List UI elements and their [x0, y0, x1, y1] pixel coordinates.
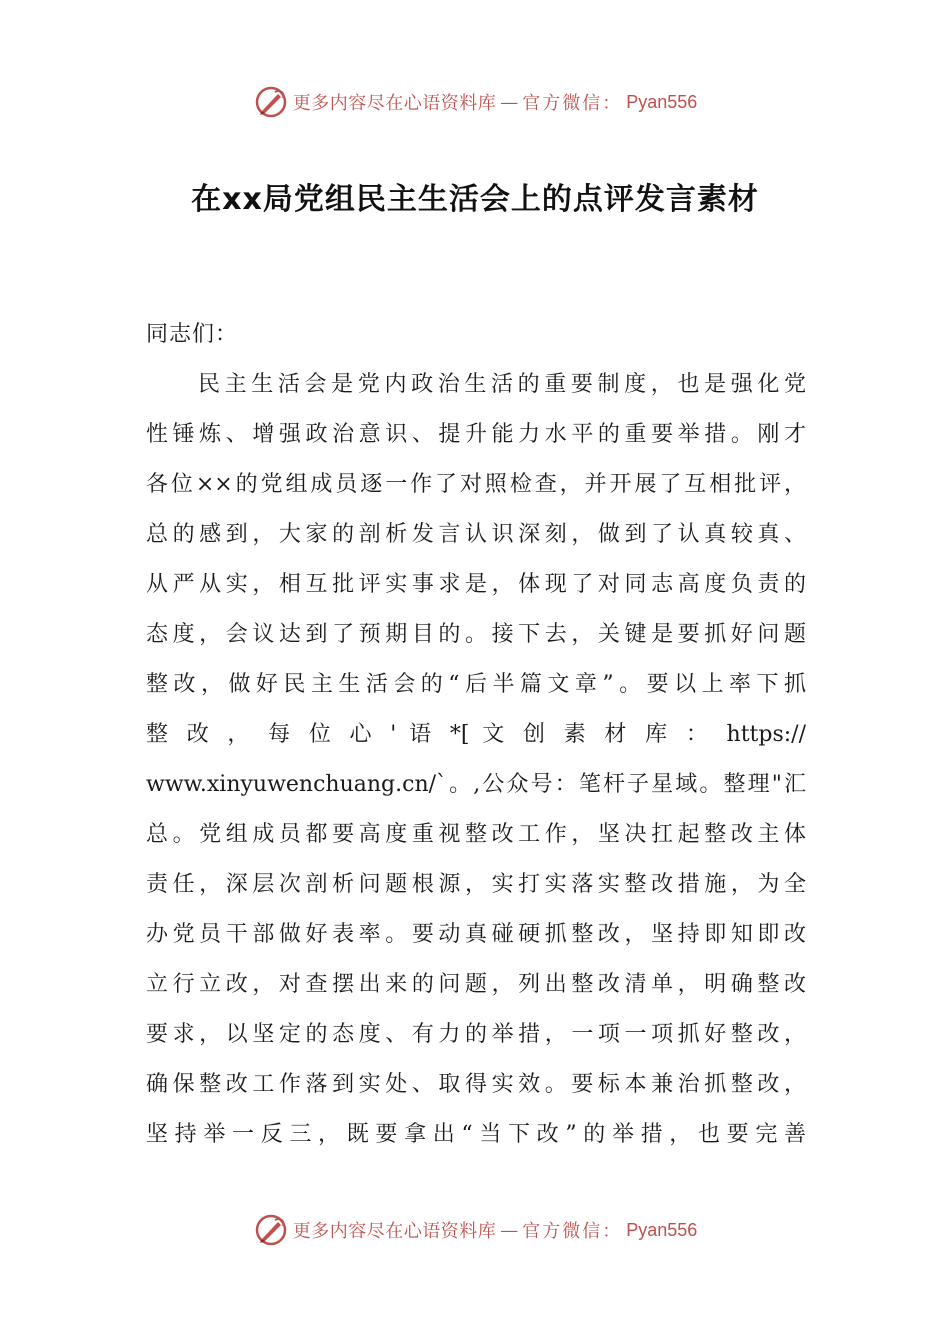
body-line: 总的感到，大家的剖析发言认识深刻，做到了认真较真、 — [146, 522, 806, 547]
banner-separator: — — [500, 1219, 519, 1241]
body-line: 整 改 ， 每 位 心 ' 语 *[ 文 创 素 材 库 ： https:// — [146, 722, 806, 747]
banner-separator: — — [500, 91, 519, 113]
body-line: 总。党组成员都要高度重视整改工作，坚决扛起整改主体 — [146, 822, 806, 847]
document-title: 在xx局党组民主生活会上的点评发言素材 — [191, 182, 759, 217]
body-line: 坚持举一反三，既要拿出“当下改”的举措，也要完善 — [146, 1122, 806, 1147]
greeting: 同志们： — [146, 322, 239, 347]
body-line: 确保整改工作落到实处、取得实效。要标本兼治抓整改， — [146, 1072, 806, 1097]
body-line: 立行立改，对查摆出来的问题，列出整改清单，明确整改 — [146, 972, 806, 997]
body-line: 要求，以坚定的态度、有力的举措，一项一项抓好整改， — [146, 1022, 806, 1047]
banner-text: 更多内容尽在心语资料库 — [292, 93, 497, 114]
banner-wechat-id: Pyan556 — [626, 91, 698, 112]
body-paragraph — [146, 365, 806, 1165]
body-line: 民主生活会是党内政治生活的重要制度，也是强化党 — [198, 372, 806, 397]
banner-label: 官方微信： — [522, 1221, 623, 1242]
body-line: 性锤炼、增强政治意识、提升能力水平的重要举措。刚才 — [146, 422, 806, 447]
body-line: 责任，深层次剖析问题根源，实打实落实整改措施，为全 — [146, 872, 806, 897]
body-line: 办党员干部做好表率。要动真碰硬抓整改，坚持即知即改 — [146, 922, 806, 947]
banner-label: 官方微信： — [522, 93, 623, 114]
footer-banner — [0, 1210, 950, 1250]
body-line: www.xinyuwenchuang.cn/`。,公众号：笔杆子星域。整理"汇 — [146, 772, 806, 797]
body-line: 各位××的党组成员逐一作了对照检查，并开展了互相批评， — [146, 472, 806, 497]
header-banner — [0, 82, 950, 122]
pen-logo-icon — [253, 1212, 289, 1248]
body-line: 整改，做好民主生活会的“后半篇文章”。要以上率下抓 — [146, 672, 806, 697]
body-line: 从严从实，相互批评实事求是，体现了对同志高度负责的 — [146, 572, 806, 597]
body-line: 态度，会议达到了预期目的。接下去，关键是要抓好问题 — [146, 622, 806, 647]
pen-logo-icon — [253, 84, 289, 120]
banner-text: 更多内容尽在心语资料库 — [292, 1221, 497, 1242]
banner-wechat-id: Pyan556 — [626, 1219, 698, 1240]
